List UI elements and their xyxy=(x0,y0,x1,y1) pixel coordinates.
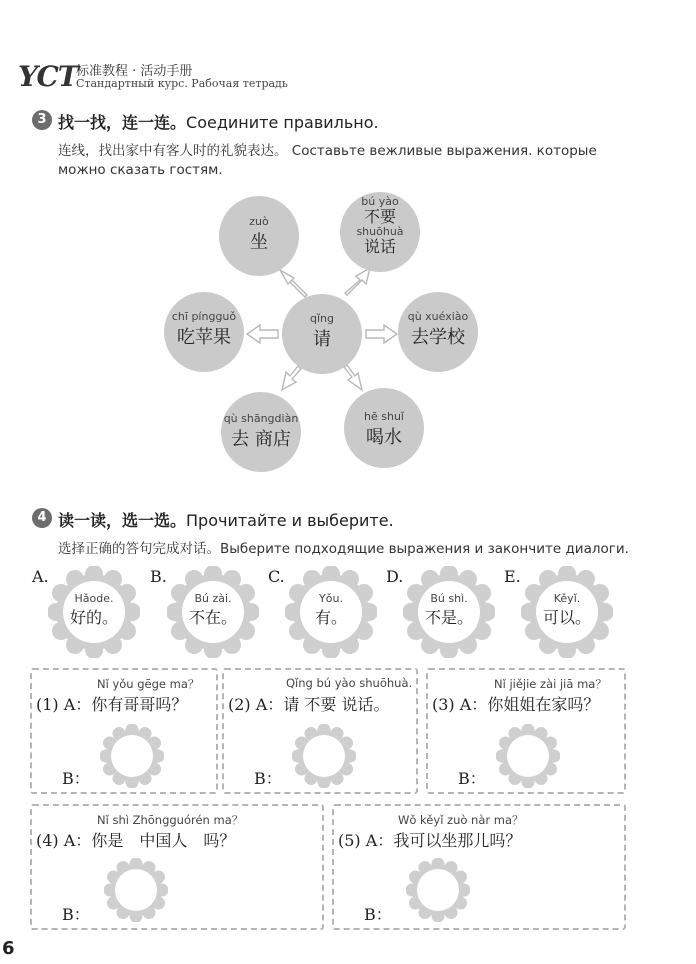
dialogue-1-label: (1) A： xyxy=(36,695,92,714)
dialogue-3-label: (3) A： xyxy=(432,695,488,714)
dialogue-2-answer-flower[interactable] xyxy=(292,724,356,788)
node-center-qing[interactable] xyxy=(282,294,362,374)
dialogue-5-question xyxy=(338,828,521,851)
dialogue-4-question xyxy=(36,828,235,851)
node-chipingguo[interactable] xyxy=(164,292,244,372)
dialogue-4-answer-flower[interactable] xyxy=(104,858,168,922)
option-a[interactable] xyxy=(48,592,140,628)
arrow-to-qushangdian xyxy=(282,366,301,390)
dialogue-2-label: (2) A： xyxy=(228,695,284,714)
option-d-hanzi: 不是。 xyxy=(424,608,473,627)
dialogue-5-pinyin: Wǒ kěyǐ zuò nàr ma？ xyxy=(398,813,524,827)
node-buyao-shuohua[interactable] xyxy=(340,192,420,272)
dialogue-3-question xyxy=(432,692,599,715)
section-3-title-cn: 找一找，连一连。 xyxy=(58,113,187,132)
option-e-letter: E. xyxy=(504,567,521,586)
option-b-pinyin: Bú zài. xyxy=(194,592,232,605)
node-buyao-pinyin: bú yào xyxy=(361,195,399,208)
arrow-to-zuo xyxy=(280,270,307,297)
option-c-hanzi: 有。 xyxy=(314,608,347,627)
node-center-pinyin: qǐng xyxy=(310,312,334,325)
dialogue-1-answer-flower[interactable] xyxy=(100,724,164,788)
dialogue-3-pinyin: Nǐ jiějie zài jiā ma？ xyxy=(494,677,607,691)
dialogue-3-b-label: B： xyxy=(458,769,486,788)
node-heshui-pinyin: hē shuǐ xyxy=(364,410,404,423)
option-a-letter: A. xyxy=(32,567,49,586)
node-quxuexiao-hanzi: 去学校 xyxy=(411,327,465,348)
option-a-hanzi: 好的。 xyxy=(69,608,118,627)
node-quxuexiao-pinyin: qù xuéxiào xyxy=(407,310,469,323)
arrow-to-chipingguo xyxy=(247,325,278,343)
dialogue-5-hanzi: 我可以坐那儿吗？ xyxy=(393,831,522,850)
section-3-title-ru: Соедините правильно. xyxy=(186,113,379,132)
page-number: 6 xyxy=(2,938,15,959)
book-title-cn: 标准教程 · 活动手册 xyxy=(76,64,193,79)
node-center-hanzi: 请 xyxy=(313,329,331,350)
node-zuo[interactable] xyxy=(219,196,299,276)
node-zuo-pinyin: zuò xyxy=(249,215,269,228)
section-3-instr-ru-1: Составьте вежливые выражения. которые xyxy=(291,143,597,159)
arrow-to-buyao xyxy=(345,268,370,295)
node-chipingguo-pinyin: chī píngguǒ xyxy=(171,310,237,323)
node-heshui-hanzi: 喝水 xyxy=(366,427,402,448)
dialogue-4-b-label: B： xyxy=(62,905,90,924)
section-4-number: 4 xyxy=(32,508,52,528)
arrow-to-quxuexiao xyxy=(366,325,397,343)
dialogue-1-hanzi: 你有哥哥吗？ xyxy=(91,695,188,714)
dialogue-4-label: (4) A： xyxy=(36,831,92,850)
section-4-instr-ru: Выберите подходящие выражения и закончите диалоги. xyxy=(220,541,629,557)
option-e-hanzi: 可以。 xyxy=(542,608,591,627)
option-c[interactable] xyxy=(285,592,377,628)
node-qushangdian-pinyin: qù shāngdiàn xyxy=(223,412,299,425)
node-chipingguo-hanzi: 吃苹果 xyxy=(177,327,231,348)
section-4-title xyxy=(58,508,394,531)
section-3-number: 3 xyxy=(32,110,52,130)
dialogue-5-label: (5) A： xyxy=(338,831,394,850)
dialogue-3-answer-flower[interactable] xyxy=(496,724,560,788)
option-a-pinyin: Hǎode. xyxy=(74,592,114,605)
dialogue-2-question xyxy=(228,692,390,715)
option-c-letter: C. xyxy=(268,567,285,586)
option-b-hanzi: 不在。 xyxy=(188,608,237,627)
dialogue-5-answer-flower[interactable] xyxy=(406,858,470,922)
section-3-instr-ru-2: можно сказать гостям. xyxy=(58,162,223,178)
option-e-pinyin: Kěyǐ. xyxy=(553,592,581,605)
section-3-instr-cn: 连线，找出家中有客人时的礼貌表达。 xyxy=(58,143,288,159)
arrow-to-heshui xyxy=(344,365,362,390)
node-quxuexiao[interactable] xyxy=(398,292,478,372)
dialogue-2-pinyin: Qǐng bú yào shuōhuà. xyxy=(286,676,413,690)
node-heshui[interactable] xyxy=(344,388,424,468)
book-title-ru: Стандартный курс. Рабочая тетрадь xyxy=(76,77,288,90)
section-4-instr-cn: 选择正确的答句完成对话。 xyxy=(58,541,220,557)
dialogue-4-pinyin: Nǐ shì Zhōngguórén ma？ xyxy=(97,813,244,827)
dialogue-3-hanzi: 你姐姐在家吗？ xyxy=(487,695,600,714)
option-b-letter: B. xyxy=(150,567,167,586)
section-4-title-ru: Прочитайте и выберите. xyxy=(186,511,394,530)
node-shuohua-hanzi: 说话 xyxy=(363,237,396,256)
option-b[interactable] xyxy=(167,592,259,628)
option-e[interactable] xyxy=(521,592,613,628)
dialogue-4-hanzi: 你是 中国人 吗？ xyxy=(91,831,236,850)
node-buyao-hanzi: 不要 xyxy=(363,207,396,226)
dialogue-2-hanzi: 请 不要 说话。 xyxy=(283,695,390,714)
option-d[interactable] xyxy=(403,592,495,628)
option-d-letter: D. xyxy=(386,567,404,586)
node-qushangdian-hanzi: 去 商店 xyxy=(231,429,291,450)
dialogue-1-b-label: B： xyxy=(62,769,90,788)
node-zuo-hanzi: 坐 xyxy=(250,232,268,253)
dialogue-1-question xyxy=(36,692,187,715)
dialogue-1-pinyin: Nǐ yǒu gēge ma？ xyxy=(97,677,200,691)
dialogue-5-b-label: B： xyxy=(364,905,392,924)
option-d-pinyin: Bú shì. xyxy=(430,592,468,605)
option-c-pinyin: Yǒu. xyxy=(319,592,343,605)
logo: YCT xyxy=(18,60,78,93)
section-4-instructions xyxy=(58,540,678,559)
node-qushangdian[interactable] xyxy=(221,392,301,472)
section-4-title-cn: 读一读，选一选。 xyxy=(58,511,187,530)
node-shuohua-pinyin: shuōhuà xyxy=(356,225,404,238)
dialogue-2-b-label: B： xyxy=(254,769,282,788)
